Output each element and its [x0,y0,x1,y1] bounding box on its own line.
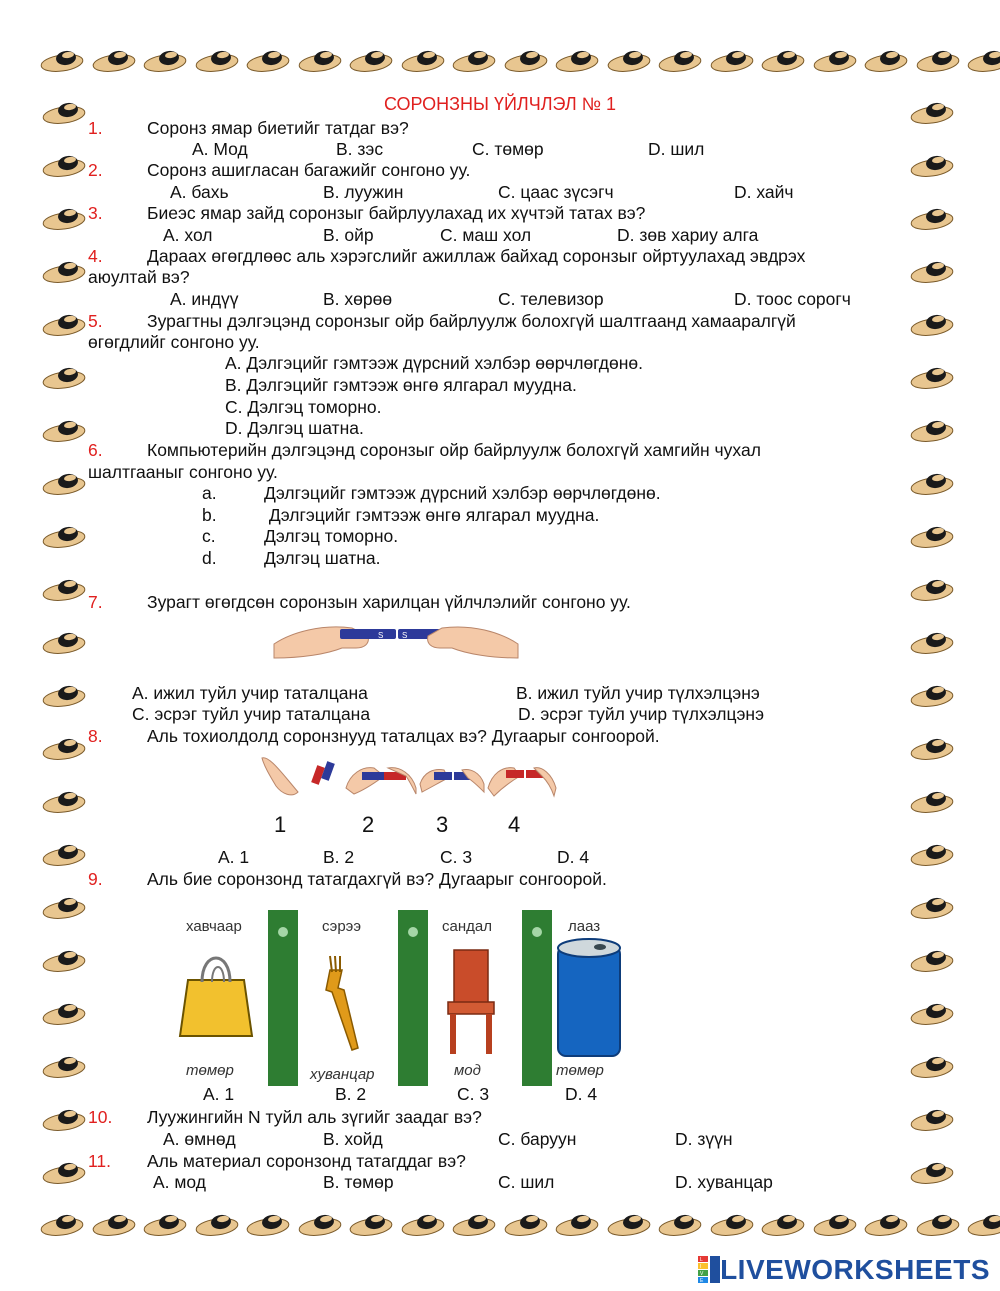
logo-letter: L [700,1257,703,1263]
item-name: сэрээ [322,918,361,935]
option-letter: c. [202,526,216,546]
question-number: 1. [88,118,103,138]
hat-icon [910,257,954,287]
option-a[interactable]: A. ижил туйл учир таталцана [132,683,368,703]
hat-icon [42,257,86,287]
hat-icon [42,1052,86,1082]
hat-icon [967,46,1000,76]
hat-icon [143,1210,187,1240]
option-c[interactable]: C. 3 [457,1084,490,1104]
question-text-cont: өгөгдлийг сонгоно уу. [88,332,260,352]
question-number: 3. [88,203,103,223]
item-name: сандал [442,918,492,935]
item-material: мод [454,1062,481,1079]
hat-icon [710,46,754,76]
question-number: 7. [88,592,103,612]
option-c[interactable]: Дэлгэц томорно. [264,526,399,546]
hat-icon [555,46,599,76]
option-c[interactable]: C. Дэлгэц томорно. [225,397,382,417]
question-number: 8. [88,726,103,746]
question-number: 6. [88,440,103,460]
logo-letter: E [700,1278,704,1284]
option-c[interactable]: C. телевизор [498,289,604,309]
option-c[interactable]: C. цаас зүсэгч [498,182,614,202]
option-d[interactable]: D. Дэлгэц шатна. [225,418,364,438]
hat-icon [910,840,954,870]
hat-icon [401,1210,445,1240]
hat-icon [42,734,86,764]
option-a[interactable]: A. Мод [192,139,248,159]
hat-icon [916,46,960,76]
option-d[interactable]: D. шил [648,139,705,159]
case-label: 2 [362,812,375,837]
hat-icon [555,1210,599,1240]
liveworksheets-logo[interactable] [698,1255,990,1285]
option-d[interactable]: Дэлгэц шатна. [264,548,381,568]
hat-icon [42,416,86,446]
option-letter: d. [202,548,217,568]
question-text: Аль тохиолдолд соронзнууд таталцах вэ? Дугаарыг сонгоорой. [147,726,660,746]
item-material: төмөр [186,1062,234,1079]
logo-letter: V [700,1271,704,1277]
hat-icon [92,1210,136,1240]
hat-icon [910,787,954,817]
question-text: Соронз ашигласан багажийг сонгоно уу. [147,160,471,180]
hat-icon [42,787,86,817]
option-c[interactable]: C. баруун [498,1129,577,1149]
hat-icon [195,46,239,76]
hat-icon [910,1105,954,1135]
hat-icon [504,46,548,76]
option-a[interactable]: A. 1 [218,847,250,867]
hat-icon [42,946,86,976]
option-b[interactable]: B. Дэлгэцийг гэмтээж өнгө ялгарал муудна. [225,375,577,395]
item-material: төмөр [556,1062,604,1079]
item-name: лааз [568,918,601,935]
option-d[interactable]: D. эсрэг туйл учир түлхэлцэнэ [518,704,765,724]
hat-icon [246,1210,290,1240]
option-c[interactable]: C. төмөр [472,139,544,159]
option-a[interactable]: Дэлгэцийг гэмтээж дүрсний хэлбэр өөрчлөгдөнө. [264,483,661,503]
magnet-left [340,629,396,639]
hat-icon [452,46,496,76]
question-text-cont: шалтгааныг сонгоно уу. [88,462,278,482]
hat-icon [910,575,954,605]
question-text: Соронз ямар биетийг татдаг вэ? [147,118,409,138]
hat-icon [195,1210,239,1240]
hat-icon [349,1210,393,1240]
option-letter: b. [202,505,217,525]
hat-icon [42,1105,86,1135]
objects-image [172,910,640,1086]
option-a[interactable]: A. бахь [170,182,229,202]
hat-icon [910,469,954,499]
question-text: Зурагтны дэлгэцэнд соронзыг ойр байрлуулж болохгүй шалтгаанд хамааралгүй [147,311,796,331]
hat-icon [42,151,86,181]
question-text: Биеэс ямар зайд соронзыг байрлуулахад их хүчтэй татах вэ? [147,203,646,223]
option-a[interactable]: A. өмнөд [163,1129,236,1149]
magnets-hands-image [272,614,520,662]
hat-icon [452,1210,496,1240]
option-b[interactable]: B. зэс [336,139,384,159]
hat-icon [42,575,86,605]
option-a[interactable]: A. индүү [170,289,239,309]
hat-icon [42,999,86,1029]
hat-icon [761,46,805,76]
hat-icon [42,363,86,393]
question-text-cont: аюултай вэ? [88,267,190,287]
option-c[interactable]: C. маш хол [440,225,532,245]
option-b[interactable]: B. луужин [323,182,404,202]
question-number: 11. [88,1151,112,1171]
question-number: 5. [88,311,103,331]
hat-icon [92,46,136,76]
hat-icon [910,893,954,923]
hat-icon [910,310,954,340]
option-d[interactable]: D. хайч [734,182,794,202]
option-c[interactable]: C. шил [498,1172,555,1192]
hat-icon [813,46,857,76]
case-label: 3 [436,812,449,837]
question-number: 4. [88,246,103,266]
option-a[interactable]: A. Дэлгэцийг гэмтээж дүрсний хэлбэр өөрчлөгдөнө. [225,353,643,373]
hat-icon [42,1158,86,1188]
hat-icon [658,46,702,76]
hat-icon [504,1210,548,1240]
hat-icon [910,999,954,1029]
option-letter: a. [202,483,217,503]
hat-icon [246,46,290,76]
hat-icon [910,734,954,764]
option-b[interactable]: Дэлгэцийг гэмтээж өнгө ялгарал муудна. [264,505,600,525]
hat-icon [910,204,954,234]
question-text: Аль бие соронзонд татагдахгүй вэ? Дугаарыг сонгоорой. [147,869,607,889]
logo-icon [698,1256,720,1284]
option-d[interactable]: D. зөв хариу алга [617,225,759,245]
hat-icon [42,204,86,234]
option-b[interactable]: B. ойр [323,225,374,245]
option-d[interactable]: D. тоос сорогч [734,289,851,309]
question-number: 10. [88,1107,113,1127]
logo-letter: I [700,1264,702,1270]
brand-name: LIVEWORKSHEETS [720,1254,990,1285]
option-b[interactable]: B. 2 [335,1084,367,1104]
question-number: 2. [88,160,103,180]
option-b[interactable]: B. хөрөө [323,289,393,309]
hat-icon [607,46,651,76]
question-text: Зурагт өгөгдсөн соронзын харилцан үйлчлэлийг сонгоно уу. [147,592,631,612]
page-title: СОРОНЗНЫ ҮЙЛЧЛЭЛ № 1 [383,94,617,114]
hat-icon [910,946,954,976]
question-number: 9. [88,869,103,889]
hat-icon [916,1210,960,1240]
hat-icon [42,840,86,870]
option-b[interactable]: B. хойд [323,1129,383,1149]
hat-icon [401,46,445,76]
hat-icon [143,46,187,76]
hat-icon [910,1158,954,1188]
option-a[interactable]: A. 1 [203,1084,235,1104]
hat-icon [967,1210,1000,1240]
magnet-left-label: S [378,631,384,640]
hat-icon [910,1052,954,1082]
hat-icon [42,681,86,711]
option-c[interactable]: C. эсрэг туйл учир таталцана [132,704,371,724]
question-text: Дараах өгөгдлөөс аль хэрэгслийг ажиллаж байхад соронзыг ойртуулахад эвдрэх [147,246,806,266]
case-label: 1 [274,812,287,837]
hat-icon [910,681,954,711]
option-d[interactable]: D. зүүн [675,1129,733,1149]
hat-icon [42,469,86,499]
magnet-right-label: S [402,631,408,640]
hat-icon [910,416,954,446]
option-d[interactable]: D. хуванцар [675,1172,773,1192]
hat-icon [910,628,954,658]
hat-icon [710,1210,754,1240]
option-b[interactable]: B. 2 [323,847,355,867]
hat-icon [42,522,86,552]
hat-icon [864,1210,908,1240]
option-c[interactable]: C. 3 [440,847,473,867]
hat-icon [42,893,86,923]
hat-icon [910,363,954,393]
hat-icon [298,46,342,76]
question-text: Компьютерийн дэлгэцэнд соронзыг ойр байрлуулж болохгүй хамгийн чухал [147,440,761,460]
option-b[interactable]: B. ижил туйл учир түлхэлцэнэ [516,683,760,703]
hat-icon [349,46,393,76]
item-material: хуванцар [310,1066,375,1083]
question-text: Луужингийн N туйл аль зүгийг заадаг вэ? [147,1107,482,1127]
hat-icon [813,1210,857,1240]
question-text: Аль материал соронзонд татагддаг вэ? [147,1151,466,1171]
hat-icon [910,151,954,181]
hat-icon [761,1210,805,1240]
hat-icon [42,310,86,340]
case-label: 4 [508,812,521,837]
hat-icon [40,1210,84,1240]
hat-icon [42,628,86,658]
magnet-cases-image [258,748,558,840]
option-a[interactable]: A. мод [153,1172,206,1192]
hat-icon [910,522,954,552]
hat-icon [40,46,84,76]
hat-icon [607,1210,651,1240]
hat-icon [298,1210,342,1240]
item-name: хавчаар [186,918,242,935]
option-a[interactable]: A. хол [163,225,213,245]
option-d[interactable]: D. 4 [565,1084,598,1104]
hat-icon [864,46,908,76]
option-b[interactable]: B. төмөр [323,1172,394,1192]
option-d[interactable]: D. 4 [557,847,590,867]
hat-icon [658,1210,702,1240]
